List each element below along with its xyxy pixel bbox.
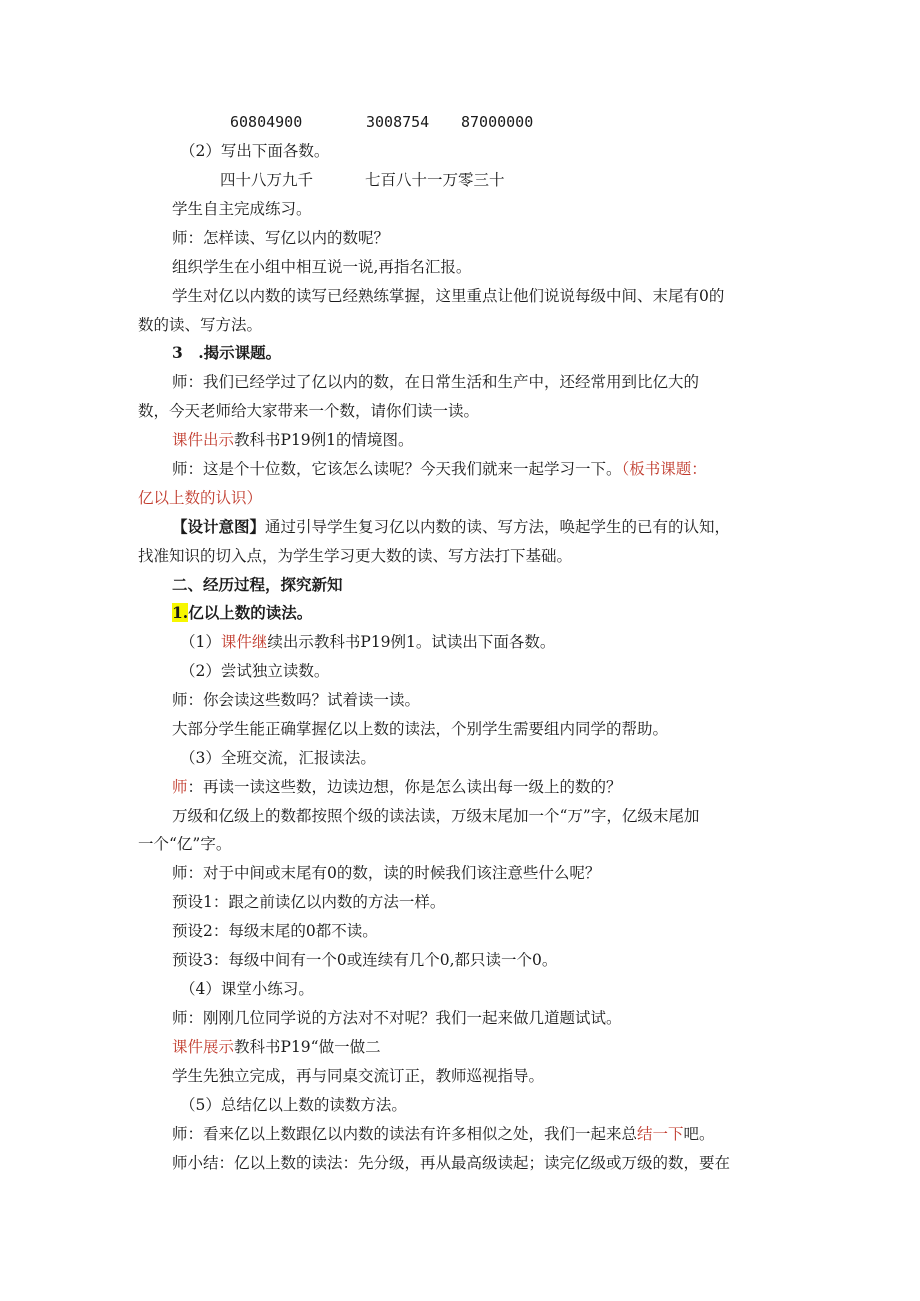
step-number: （1） bbox=[180, 633, 221, 651]
paragraph: 学生自主完成练习。 bbox=[172, 200, 312, 218]
paragraph: 找准知识的切入点，为学生学习更大数的读、写方法打下基础。 bbox=[138, 547, 573, 565]
number-item: 60804900 bbox=[230, 113, 303, 131]
preset-item: 预设2：每级末尾的0都不读。 bbox=[172, 922, 378, 940]
paragraph: 师：怎样读、写亿以内的数呢？ bbox=[172, 229, 390, 247]
subsection-heading bbox=[172, 603, 312, 623]
courseware-tag: 课件出示 bbox=[172, 431, 235, 449]
word-number-item: 七百八十一万零三十 bbox=[365, 171, 505, 189]
blackboard-note: （板书课题： bbox=[621, 460, 707, 478]
preset-item: 预设3：每级中间有一个0或连续有几个0,都只读一个0。 bbox=[172, 951, 558, 969]
step-item: （5）总结亿以上数的读数方法。 bbox=[180, 1096, 407, 1114]
step-item bbox=[180, 632, 555, 652]
paragraph bbox=[172, 430, 414, 450]
paragraph-text: 教科书P19“做一做二 bbox=[234, 1038, 381, 1056]
paragraph-text: 吧。 bbox=[683, 1125, 715, 1143]
word-number-item: 四十八万九千 bbox=[220, 171, 314, 189]
number-item: 87000000 bbox=[461, 113, 534, 131]
design-intent-label: 【设计意图】 bbox=[172, 517, 266, 536]
paragraph: 师：刚刚几位同学说的方法对不对呢？我们一起来做几道题试试。 bbox=[172, 1009, 622, 1027]
paragraph-text: 通过引导学生复习亿以内数的读、写方法，唤起学生的已有的认知， bbox=[265, 518, 731, 536]
paragraph: 一个“亿”字。 bbox=[138, 835, 232, 853]
step-item: （4）课堂小练习。 bbox=[180, 980, 314, 998]
paragraph-text: 续出示教科书P19例1。试读出下面各数。 bbox=[267, 633, 556, 651]
courseware-tag: 课件展示 bbox=[172, 1038, 235, 1056]
paragraph: 组织学生在小组中相互说一说,再指名汇报。 bbox=[172, 258, 472, 276]
paragraph bbox=[172, 1124, 715, 1144]
paragraph-text: ：再读一读这些数，边读边想，你是怎么读出每一级上的数的？ bbox=[187, 778, 622, 796]
courseware-tag: 课件继 bbox=[220, 633, 268, 651]
paragraph: 数的读、写方法。 bbox=[138, 316, 263, 334]
design-intent bbox=[172, 517, 730, 537]
highlighted-number: 1. bbox=[172, 603, 189, 622]
paragraph: 万级和亿级上的数都按照个级的读法读，万级末尾加一个“万”字，亿级末尾加 bbox=[172, 807, 700, 825]
section-heading: 3 .揭示课题。 bbox=[172, 343, 282, 362]
subsection-title: 亿以上数的读法。 bbox=[188, 603, 313, 622]
paragraph-text: 师：看来亿以上数跟亿以内数的读法有许多相似之处，我们一起来总 bbox=[172, 1125, 638, 1143]
paragraph: 师：我们已经学过了亿以内的数，在日常生活和生产中，还经常用到比亿大的 bbox=[172, 373, 700, 391]
paragraph-text: 教科书P19例1的情境图。 bbox=[234, 431, 414, 449]
step-item: （3）全班交流，汇报读法。 bbox=[180, 749, 376, 767]
paragraph: 数，今天老师给大家带来一个数，请你们读一读。 bbox=[138, 402, 480, 420]
paragraph bbox=[172, 777, 622, 797]
paragraph bbox=[172, 1037, 381, 1057]
paragraph: 师：你会读这些数吗？试着读一读。 bbox=[172, 691, 421, 709]
preset-item: 预设1：跟之前读亿以内数的方法一样。 bbox=[172, 893, 446, 911]
paragraph bbox=[172, 459, 707, 479]
paragraph: 师：对于中间或末尾有0的数，读的时候我们该注意些什么呢？ bbox=[172, 864, 601, 882]
step-item: （2）尝试独立读数。 bbox=[180, 662, 330, 680]
red-text: 结一下 bbox=[637, 1125, 684, 1143]
speaker-tag: 师 bbox=[172, 778, 188, 796]
paragraph: 师小结：亿以上数的读法：先分级，再从最高级读起；读完亿级或万级的数，要在 bbox=[172, 1154, 731, 1172]
paragraph: 大部分学生能正确掌握亿以上数的读法，个别学生需要组内同学的帮助。 bbox=[172, 720, 669, 738]
paragraph: 学生对亿以内数的读写已经熟练掌握，这里重点让他们说说每级中间、末尾有0的 bbox=[172, 287, 725, 305]
paragraph-text: 师：这是个十位数，它该怎么读呢？今天我们就来一起学习一下。 bbox=[172, 460, 622, 478]
question-2-label: （2）写出下面各数。 bbox=[180, 142, 330, 160]
blackboard-note: 亿以上数的认识） bbox=[138, 489, 263, 507]
number-item: 3008754 bbox=[366, 113, 430, 131]
paragraph: 学生先独立完成，再与同桌交流订正，教师巡视指导。 bbox=[172, 1067, 545, 1085]
section-heading: 二、经历过程，探究新知 bbox=[172, 575, 343, 594]
